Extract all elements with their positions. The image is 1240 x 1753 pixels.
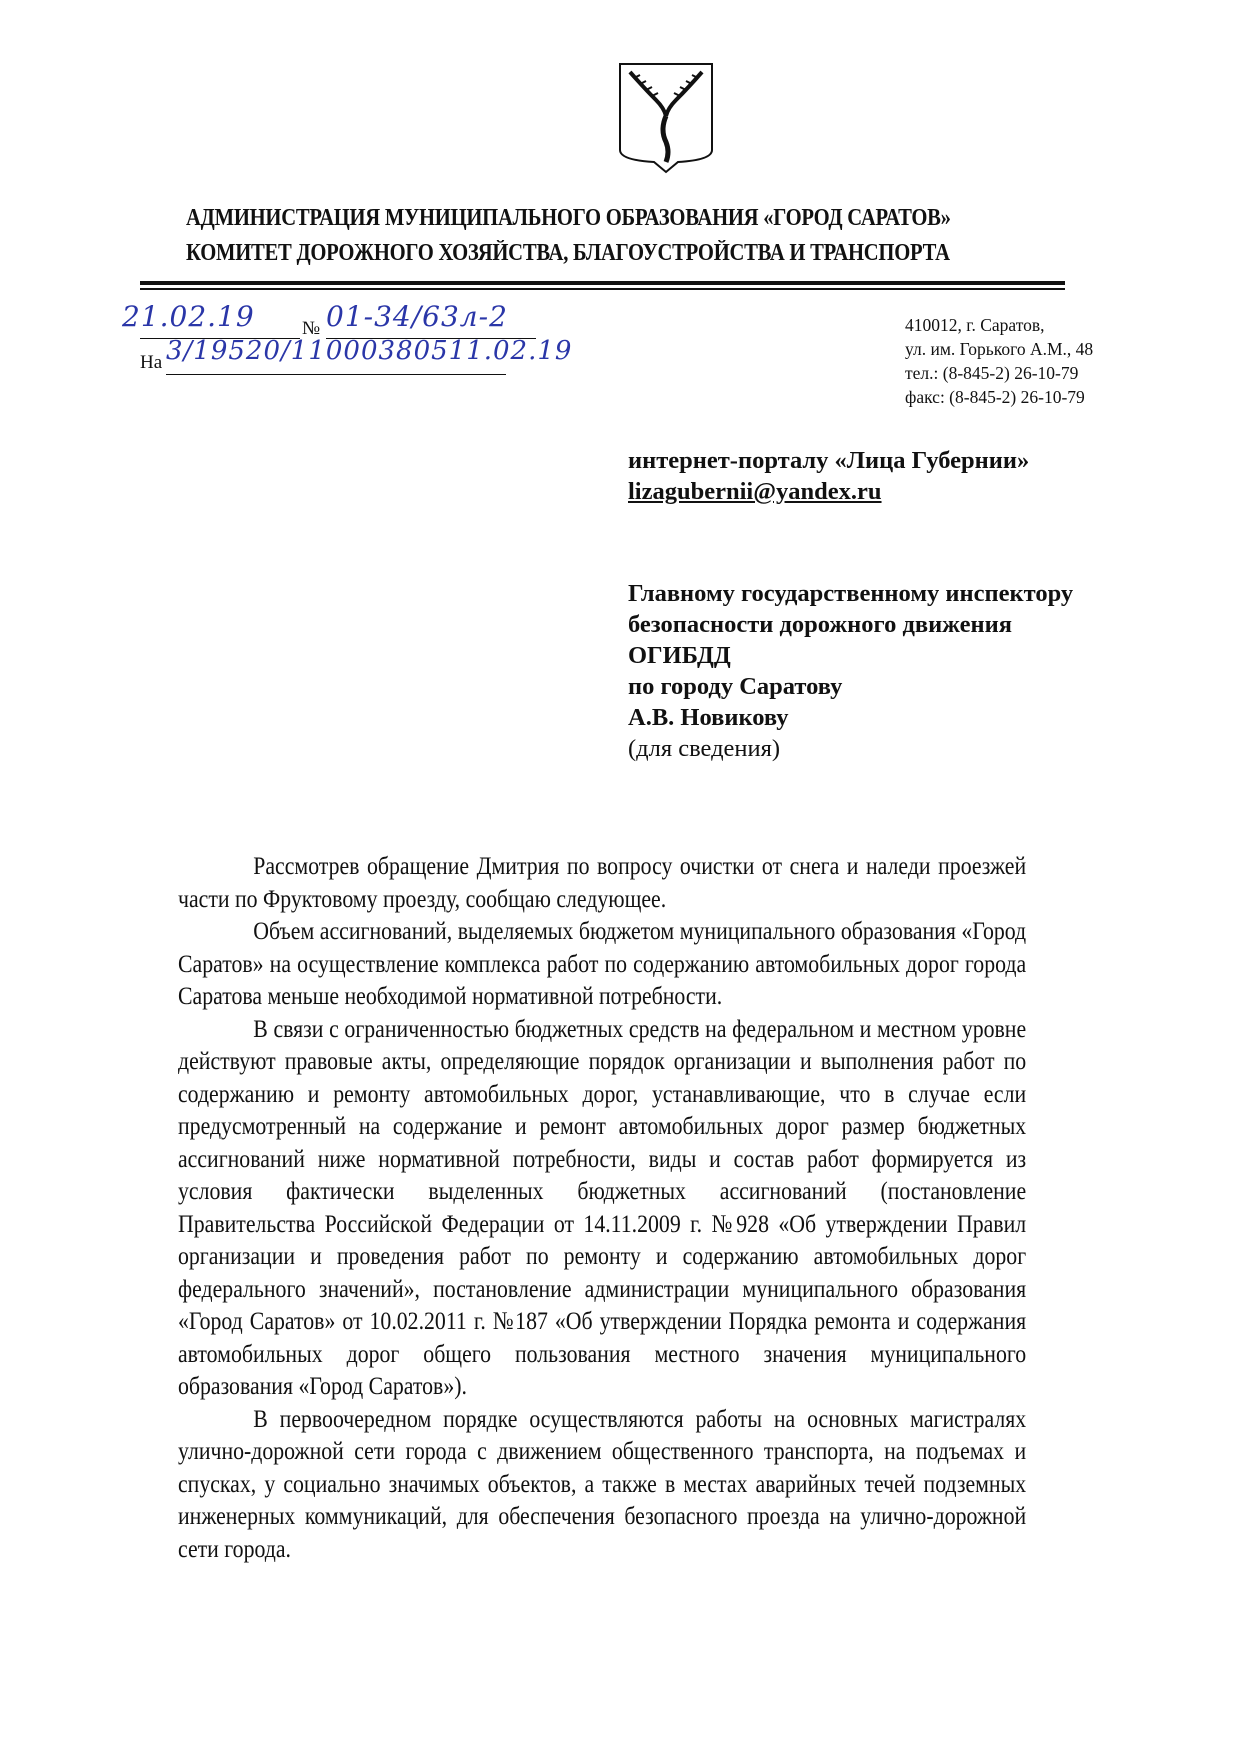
- reply-underline: [166, 374, 506, 375]
- paragraph-4: В первоочередном порядке осуществляются работы на основных магистралях улично-дорожной сети города с движением общественного транспорта, на подъемах и спусках, у социально значимых объектов, а также в местах аварийных течей подземных инженерных коммуникаций, для обеспечения безопасного проезда на улично-дорожной сети города.: [178, 1403, 1027, 1563]
- header-committee: КОМИТЕТ ДОРОЖНОГО ХОЗЯЙСТВА, БЛАГОУСТРОЙСТВА И ТРАНСПОРТА: [186, 240, 950, 266]
- inspector-line-4: по городу Саратову: [628, 673, 843, 700]
- inspector-line-2: безопасности дорожного движения: [628, 611, 1012, 638]
- recipient-portal: [628, 445, 1029, 507]
- paragraph-2: Объем ассигнований, выделяемых бюджетом муниципального образования «Город Саратов» на осуществление комплекса работ по содержанию автомобильных дорог города Саратова меньше необходимой нормативной потребности.: [178, 916, 1027, 1010]
- inspector-line-1: Главному государственному инспектору: [628, 580, 1074, 607]
- sender-address: [905, 313, 1093, 409]
- address-line-2: ул. им. Горького А.М., 48: [905, 339, 1094, 359]
- header-divider-thick: [140, 281, 1065, 285]
- recipient-inspector: [628, 578, 1073, 764]
- number-label: №: [302, 318, 321, 339]
- reply-reference: 3/19520/11000380511.02.19: [166, 336, 573, 366]
- address-fax: факс: (8-845-2) 26-10-79: [905, 387, 1085, 407]
- address-phone: тел.: (8-845-2) 26-10-79: [905, 363, 1079, 383]
- address-line-1: 410012, г. Саратов,: [905, 315, 1045, 335]
- registration-number: 01-34/63л-2: [326, 300, 508, 333]
- coat-of-arms-icon: [616, 58, 716, 176]
- paragraph-1: Рассмотрев обращение Дмитрия по вопросу очистки от снега и наледи проезжей части по Фруктовому проезду, сообщаю следующее.: [178, 851, 1027, 913]
- inspector-note: (для сведения): [628, 735, 781, 762]
- reply-label: На: [140, 352, 163, 373]
- portal-email-link[interactable]: lizagubernii@yandex.ru: [628, 478, 882, 505]
- inspector-line-3: ОГИБДД: [628, 642, 731, 669]
- header-divider-thin: [140, 288, 1065, 290]
- header-administration: АДМИНИСТРАЦИЯ МУНИЦИПАЛЬНОГО ОБРАЗОВАНИЯ «ГОРОД САРАТОВ»: [186, 205, 951, 231]
- letter-body: [178, 850, 1026, 1565]
- registration-date: 21.02.19: [122, 300, 255, 333]
- portal-name: интернет-порталу «Лица Губернии»: [628, 447, 1030, 474]
- paragraph-3: В связи с ограниченностью бюджетных средств на федеральном и местном уровне действуют правовые акты, определяющие порядок организации и выполнения работ по содержанию и ремонту автомобильных дорог, устанавливающие, что в случае если предусмотренный на содержание и ремонт автомобильных дорог размер бюджетных ассигнований ниже нормативной потребности, виды и состав работ формируется из условия фактически выделенных бюджетных ассигнований (постановление Правительства Российской Федерации от 14.11.2009 г. №928 «Об утверждении Правил организации и проведения работ по ремонту и содержанию автомобильных дорог федерального значений», постановление администрации муниципального образования «Город Саратов» от 10.02.2011 г. №187 «Об утверждении Порядка ремонта и содержания автомобильных дорог общего пользования местного значения муниципального образования «Город Саратов»).: [178, 1013, 1027, 1400]
- inspector-line-5: А.В. Новикову: [628, 704, 789, 731]
